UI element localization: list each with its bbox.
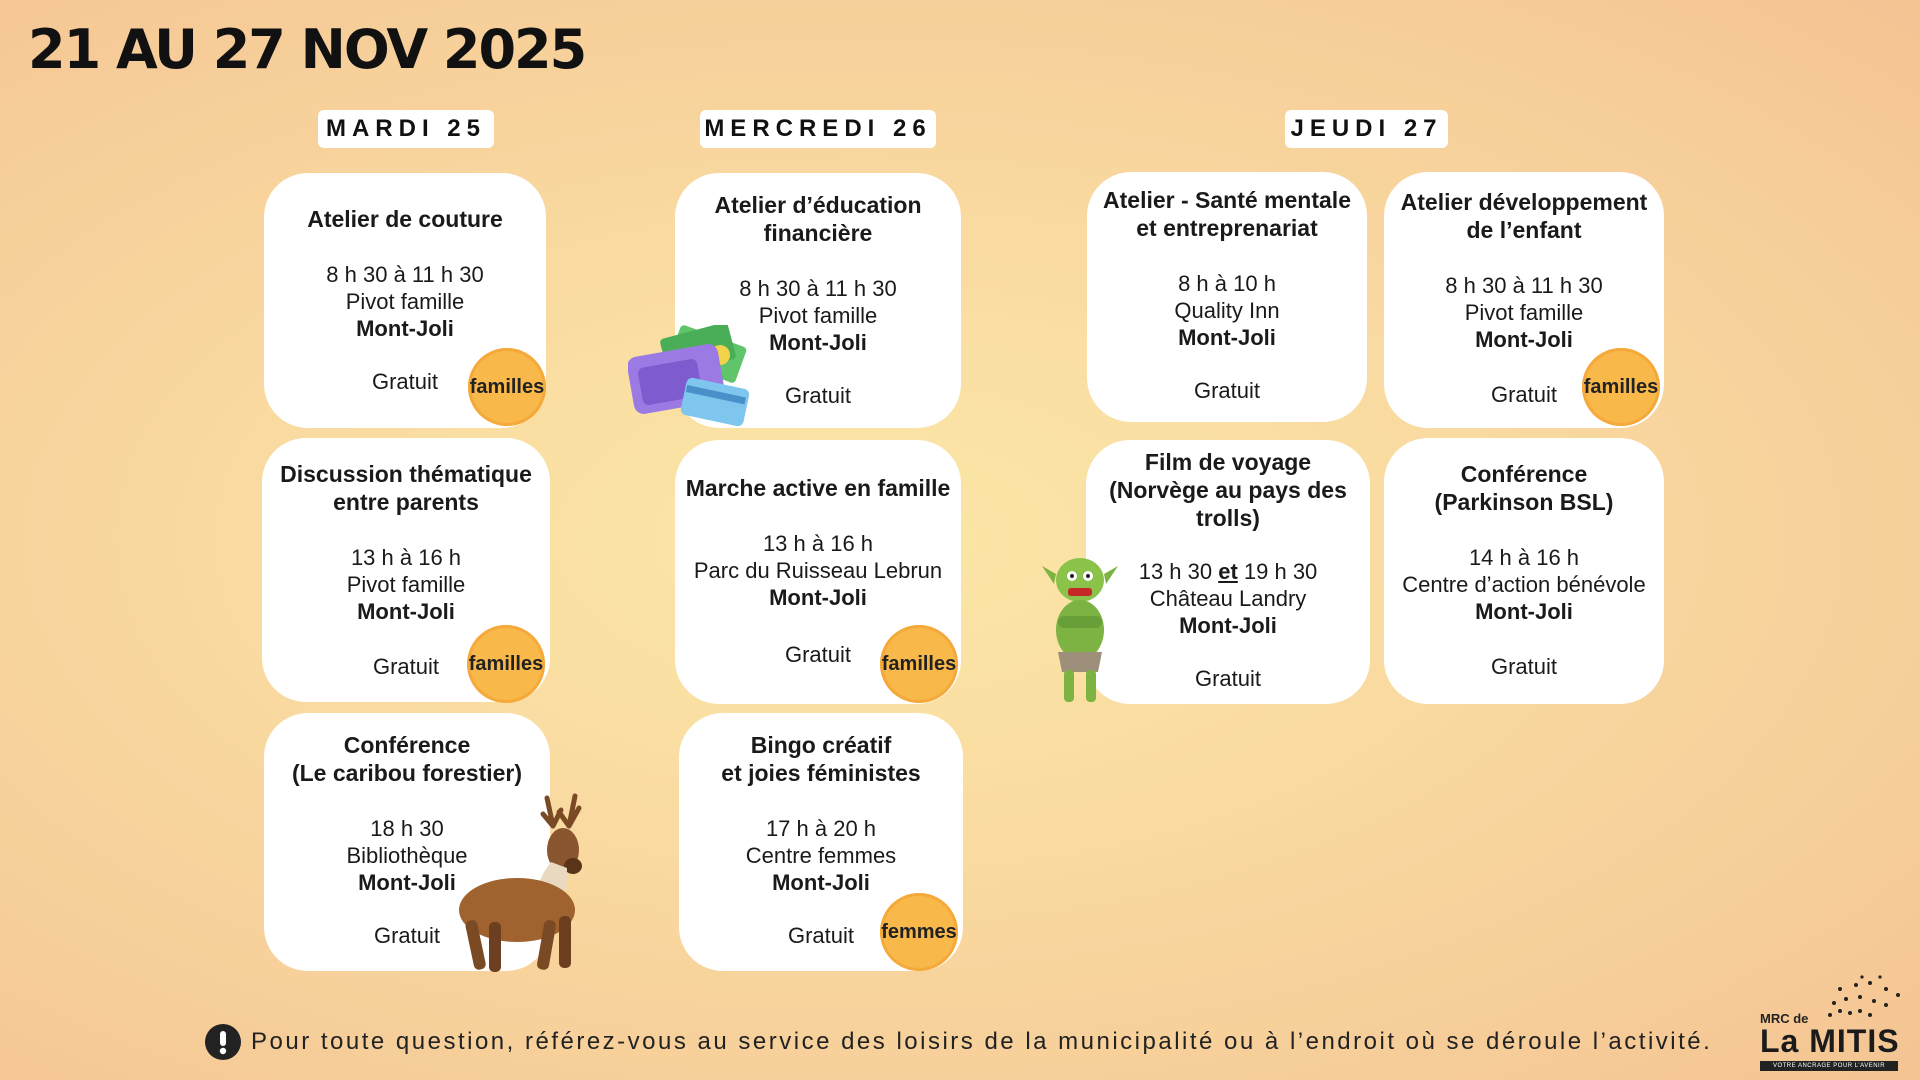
event-price: Gratuit — [372, 654, 440, 679]
event-place: Château Landry — [1149, 586, 1307, 611]
badge-familles: familles — [880, 625, 958, 703]
event-price: Gratuit — [373, 923, 441, 948]
event-time: 8 h 30 à 11 h 30 — [326, 262, 484, 287]
logo-line2: La MITIS — [1760, 1023, 1900, 1059]
event-place: Pivot famille — [345, 289, 465, 314]
event-city: Mont-Joli — [1475, 327, 1573, 352]
event-title: Atelier de couture — [307, 206, 503, 232]
exclamation-icon — [205, 1024, 241, 1060]
event-title: Conférence (Le caribou forestier) — [291, 732, 523, 786]
event-price: Gratuit — [371, 369, 439, 394]
event-title: Bingo créatif et joies féministes — [721, 732, 921, 786]
event-card-parkinson[interactable] — [1384, 438, 1664, 704]
event-place: Quality Inn — [1174, 298, 1280, 323]
event-city: Mont-Joli — [769, 585, 867, 610]
event-time: 13 h à 16 h — [762, 531, 874, 556]
page-title: 21 AU 27 NOV 2025 — [28, 18, 586, 81]
event-place: Pivot famille — [1464, 300, 1584, 325]
badge-familles: familles — [1582, 348, 1660, 426]
badge-femmes: femmes — [880, 893, 958, 971]
event-place: Pivot famille — [758, 303, 878, 328]
event-title: Film de voyage (Norvège au pays des trolls) — [1109, 449, 1347, 531]
event-time: 13 h 30 et 19 h 30 — [1138, 559, 1318, 584]
event-time: 8 h 30 à 11 h 30 — [739, 276, 897, 301]
reindeer-icon — [455, 792, 625, 977]
event-title: Atelier développement de l’enfant — [1400, 189, 1648, 243]
event-time: 13 h à 16 h — [350, 545, 462, 570]
logo-tagline: VOTRE ANCRAGE POUR L’AVENIR — [1760, 1061, 1898, 1071]
event-title: Marche active en famille — [685, 475, 951, 501]
day-label-thursday: JEUDI 27 — [1285, 110, 1448, 148]
event-city: Mont-Joli — [357, 599, 455, 624]
badge-familles: familles — [468, 348, 546, 426]
event-city: Mont-Joli — [769, 330, 867, 355]
event-city: Mont-Joli — [1179, 613, 1277, 638]
event-price: Gratuit — [1194, 666, 1262, 691]
event-card-film-voyage[interactable] — [1086, 440, 1370, 704]
event-city: Mont-Joli — [1475, 599, 1573, 624]
day-label-wednesday: MERCREDI 26 — [700, 110, 936, 148]
event-place: Pivot famille — [346, 572, 466, 597]
event-city: Mont-Joli — [772, 870, 870, 895]
event-city: Mont-Joli — [358, 870, 456, 895]
wallet-icon — [628, 325, 763, 435]
event-time: 17 h à 20 h — [765, 816, 877, 841]
event-price: Gratuit — [1490, 654, 1558, 679]
event-price: Gratuit — [1490, 382, 1558, 407]
event-place: Parc du Ruisseau Lebrun — [693, 558, 943, 583]
logo-line1: MRC de — [1760, 1011, 1809, 1026]
event-place: Centre femmes — [745, 843, 897, 868]
event-time: 14 h à 16 h — [1468, 545, 1580, 570]
badge-familles: familles — [467, 625, 545, 703]
event-place: Bibliothèque — [346, 843, 468, 868]
event-price: Gratuit — [1193, 378, 1261, 403]
event-place: Centre d’action bénévole — [1402, 572, 1646, 597]
event-time: 8 h à 10 h — [1178, 271, 1276, 296]
event-card-sante-mentale[interactable] — [1087, 172, 1367, 422]
event-city: Mont-Joli — [1178, 325, 1276, 350]
troll-icon — [1040, 552, 1120, 707]
event-title: Discussion thématique entre parents — [280, 461, 532, 515]
day-label-tuesday: MARDI 25 — [318, 110, 494, 148]
event-title: Atelier - Santé mentale et entreprenariat — [1103, 187, 1351, 241]
event-title: Conférence (Parkinson BSL) — [1434, 461, 1614, 515]
footer-text: Pour toute question, référez-vous au service des loisirs de la municipalité ou à l’endroit où se déroule l’activité. — [251, 1028, 1713, 1055]
mrc-la-mitis-logo — [1760, 975, 1910, 1070]
event-time: 8 h 30 à 11 h 30 — [1445, 273, 1603, 298]
event-time: 18 h 30 — [370, 816, 444, 841]
event-title: Atelier d’éducation financière — [714, 192, 922, 246]
event-price: Gratuit — [787, 923, 855, 948]
event-city: Mont-Joli — [356, 316, 454, 341]
event-price: Gratuit — [784, 642, 852, 667]
footer-note — [205, 1024, 1712, 1060]
event-price: Gratuit — [784, 383, 852, 408]
